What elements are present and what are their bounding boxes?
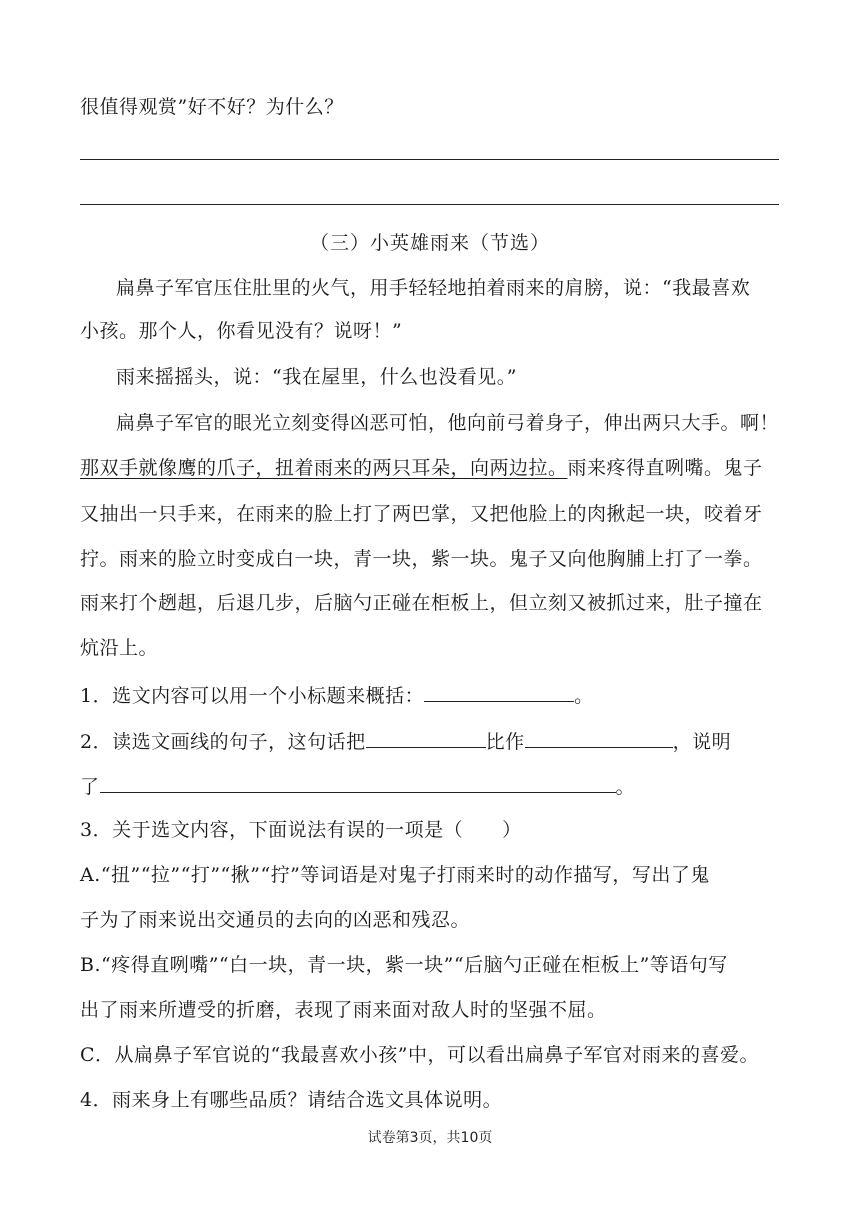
question-text: 。 — [574, 685, 594, 707]
question-3-stem: 3．关于选文内容，下面说法有误的一项是（ ） — [80, 819, 522, 841]
passage-line: 炕沿上。 — [80, 637, 159, 659]
option-c[interactable]: C．从扁鼻子军官说的“我最喜欢小孩”中，可以看出扁鼻子军官对雨来的喜爱。 — [80, 1044, 759, 1066]
question-text: 。 — [615, 776, 636, 798]
option-a[interactable]: A.“扭”“拉”“打”“揪”“拧”等词语是对鬼子打雨来时的动作描写，写出了鬼 — [80, 864, 710, 886]
section-title: （三）小英雄雨来（节选） — [309, 232, 550, 254]
passage-line: 小孩。那个人，你看见没有？说呀！” — [80, 320, 403, 342]
passage-line: 拧。雨来的脸立时变成白一块，青一块，紫一块。鬼子又向他胸脯上打了一拳。 — [80, 548, 763, 570]
question-2 — [80, 727, 780, 755]
passage-line: 扁鼻子军官压住肚里的火气，用手轻轻地拍着雨来的肩膀，说：“我最喜欢 — [116, 277, 751, 299]
passage-line: 雨来摇摇头，说：“我在屋里，什么也没看见。” — [116, 366, 517, 388]
question-text: 2．读选文画线的句子，这句话把 — [80, 731, 366, 753]
question-2-cont — [80, 772, 780, 800]
question-text: 1．选文内容可以用一个小标题来概括： — [80, 685, 425, 707]
passage-line — [80, 455, 780, 481]
answer-blank[interactable] — [525, 727, 673, 748]
question-1 — [80, 681, 780, 709]
question-text: ，说明 — [672, 731, 732, 753]
passage-line: 扁鼻子军官的眼光立刻变得凶恶可怕，他向前弓着身子，伸出两只大手。啊！ — [116, 412, 780, 434]
answer-blank[interactable] — [100, 772, 616, 793]
answer-blank[interactable] — [424, 681, 574, 702]
question-4-stem: 4．雨来身上有哪些品质？请结合选文具体说明。 — [80, 1089, 503, 1111]
passage-line: 又抽出一只手来，在雨来的脸上打了两巴掌，又把他脸上的肉揪起一块，咬着牙 — [80, 503, 763, 525]
underlined-sentence: 那双手就像鹰的爪子，扭着雨来的两只耳朵，向两边拉。 — [80, 457, 568, 479]
option-b-cont: 出了雨来所遭受的折磨，表现了雨来面对敌人时的坚强不屈。 — [80, 999, 607, 1021]
answer-line-1 — [80, 159, 779, 160]
answer-blank[interactable] — [366, 727, 486, 748]
passage-text: 雨来疼得直咧嘴。鬼子 — [567, 457, 763, 479]
question-text: 比作 — [485, 731, 525, 753]
option-a-cont: 子为了雨来说出交通员的去向的凶恶和残忍。 — [80, 909, 471, 931]
question-text: 了 — [80, 776, 100, 798]
answer-line-2 — [80, 204, 779, 205]
passage-line: 雨来打个趔趄，后退几步，后脑勺正碰在柜板上，但立刻又被抓过来，肚子撞在 — [80, 592, 763, 614]
previous-question-tail: 很值得观赏”好不好？为什么？ — [80, 96, 344, 118]
page-footer: 试卷第3页，共10页 — [367, 1130, 493, 1146]
option-b[interactable]: B.“疼得直咧嘴”“白一块，青一块，紫一块”“后脑勺正碰在柜板上”等语句写 — [80, 954, 728, 976]
